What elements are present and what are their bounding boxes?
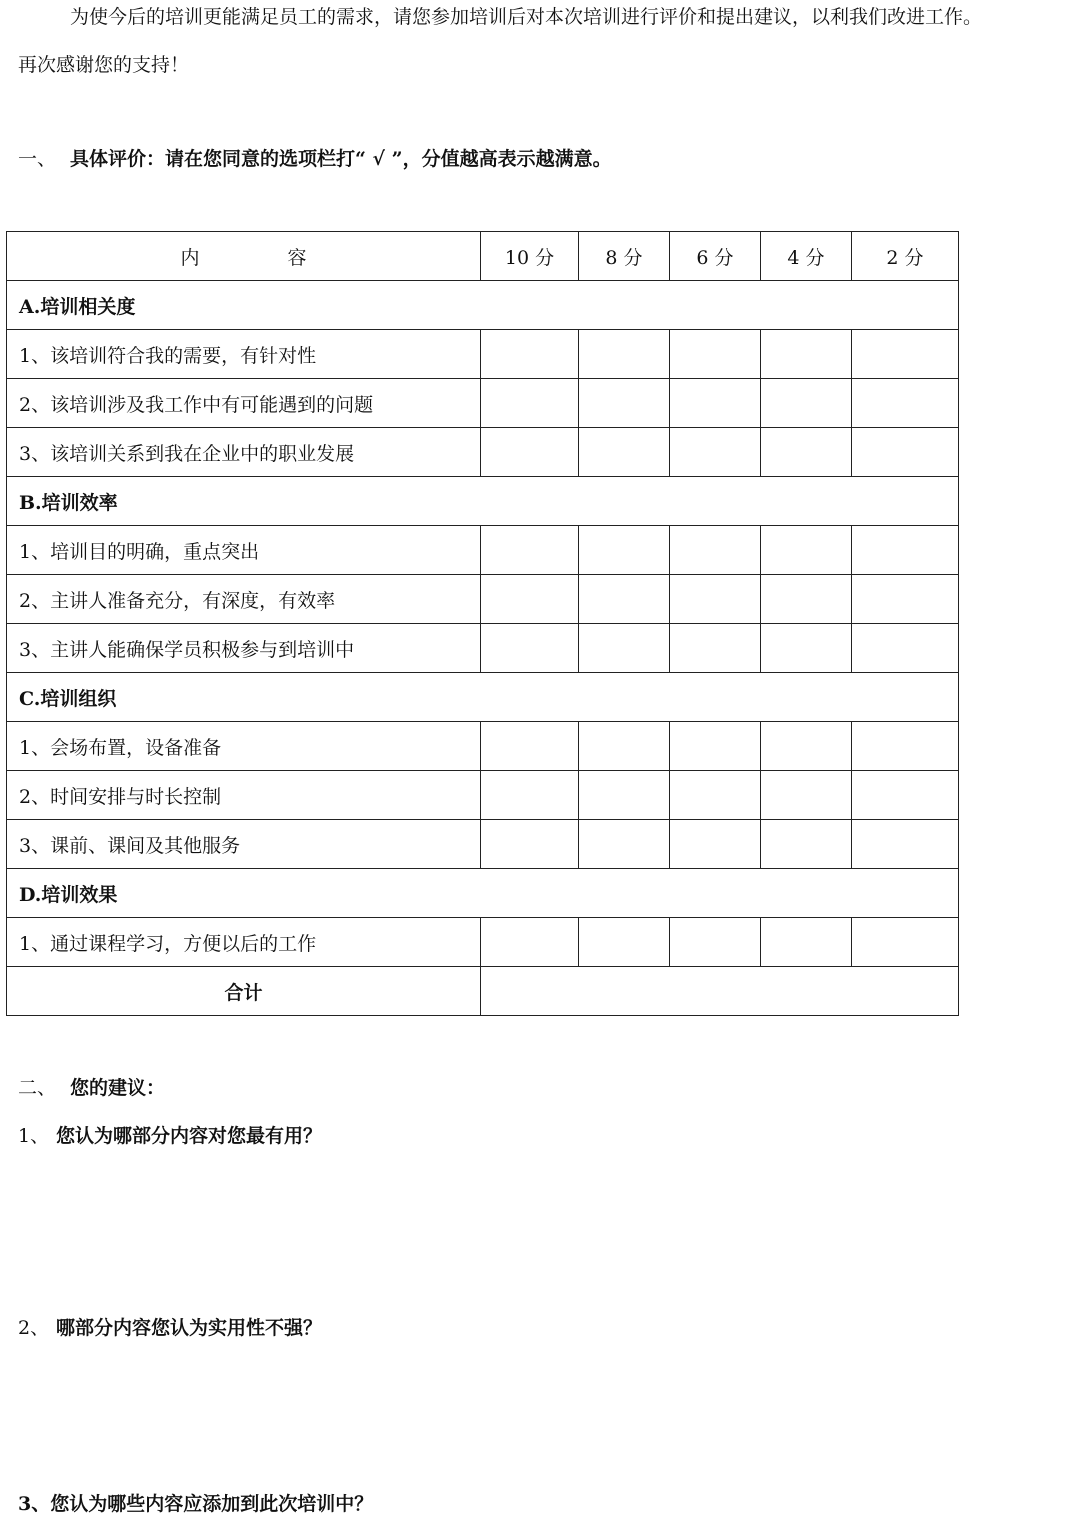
category-row [7,673,959,722]
table-row [7,820,959,869]
score-cell[interactable] [852,428,959,477]
item-label: 3、课前、课间及其他服务 [7,820,481,869]
section-one-title: 具体评价：请在您同意的选项栏打“ √ ”，分值越高表示越满意。 [70,148,612,170]
rating-table [6,231,959,1016]
score-cell[interactable] [761,820,852,869]
score-cell[interactable] [579,820,670,869]
question-3 [18,1489,373,1519]
table-row [7,722,959,771]
score-header-4: 4 分 [761,232,852,281]
question-text: 您认为哪部分内容对您最有用？ [56,1125,323,1147]
total-row [7,967,959,1016]
score-cell[interactable] [670,526,761,575]
intro-paragraph: 为使今后的培训更能满足员工的需求，请您参加培训后对本次培训进行评价和提出建议，以利我们改进工作。 [70,6,983,28]
score-cell[interactable] [579,918,670,967]
question-1 [18,1121,322,1151]
score-cell[interactable] [670,820,761,869]
total-label: 合计 [7,967,481,1016]
item-label: 1、培训目的明确，重点突出 [7,526,481,575]
score-cell[interactable] [852,624,959,673]
total-value-cell[interactable] [481,967,959,1016]
score-cell[interactable] [761,379,852,428]
question-2 [18,1313,322,1343]
score-cell[interactable] [761,428,852,477]
thanks-line: 再次感谢您的支持！ [18,54,190,76]
category-row [7,869,959,918]
score-cell[interactable] [852,722,959,771]
score-cell[interactable] [761,722,852,771]
score-cell[interactable] [852,918,959,967]
section-one-number: 一、 [18,148,57,170]
question-text: 您认为哪些内容应添加到此次培训中？ [50,1493,374,1515]
score-header-6: 6 分 [670,232,761,281]
section-two-heading [18,1073,165,1103]
score-cell[interactable] [852,330,959,379]
item-label: 3、主讲人能确保学员积极参与到培训中 [7,624,481,673]
item-label: 2、主讲人准备充分，有深度，有效率 [7,575,481,624]
item-label: 2、该培训涉及我工作中有可能遇到的问题 [7,379,481,428]
item-label: 3、该培训关系到我在企业中的职业发展 [7,428,481,477]
score-cell[interactable] [761,575,852,624]
table-row [7,330,959,379]
section-two-title: 您的建议： [70,1077,166,1099]
content-column-header [7,232,481,281]
score-cell[interactable] [481,526,579,575]
score-cell[interactable] [481,820,579,869]
score-cell[interactable] [761,330,852,379]
score-cell[interactable] [481,722,579,771]
score-cell[interactable] [670,575,761,624]
score-cell[interactable] [852,771,959,820]
score-header-8: 8 分 [579,232,670,281]
section-one-heading [18,144,612,174]
score-cell[interactable] [852,820,959,869]
question-number: 2、 [18,1317,50,1339]
table-row [7,918,959,967]
score-cell[interactable] [670,330,761,379]
score-cell[interactable] [481,330,579,379]
score-cell[interactable] [852,575,959,624]
item-label: 1、会场布置，设备准备 [7,722,481,771]
score-cell[interactable] [670,918,761,967]
content-header-a: 内 [180,246,200,269]
section-two-number: 二、 [18,1077,57,1099]
score-cell[interactable] [852,379,959,428]
score-cell[interactable] [481,428,579,477]
category-title-b: B.培训效率 [7,477,959,526]
score-cell[interactable] [761,624,852,673]
score-cell[interactable] [579,379,670,428]
score-cell[interactable] [481,379,579,428]
category-title-a: A.培训相关度 [7,281,959,330]
score-header-2: 2 分 [852,232,959,281]
category-row [7,281,959,330]
table-row [7,771,959,820]
category-title-d: D.培训效果 [7,869,959,918]
item-label: 1、通过课程学习，方便以后的工作 [7,918,481,967]
score-cell[interactable] [579,575,670,624]
item-label: 1、该培训符合我的需要，有针对性 [7,330,481,379]
score-cell[interactable] [579,526,670,575]
score-cell[interactable] [670,624,761,673]
category-row [7,477,959,526]
score-cell[interactable] [579,722,670,771]
table-row [7,575,959,624]
score-cell[interactable] [761,771,852,820]
score-cell[interactable] [579,330,670,379]
score-cell[interactable] [481,624,579,673]
score-header-10: 10 分 [481,232,579,281]
table-row [7,428,959,477]
table-row [7,379,959,428]
score-cell[interactable] [579,771,670,820]
question-text: 哪部分内容您认为实用性不强？ [56,1317,323,1339]
content-header-b: 容 [287,246,307,269]
question-number: 1、 [18,1125,50,1147]
score-cell[interactable] [761,918,852,967]
item-label: 2、时间安排与时长控制 [7,771,481,820]
score-cell[interactable] [579,624,670,673]
table-row [7,624,959,673]
table-row [7,526,959,575]
score-cell[interactable] [670,722,761,771]
score-cell[interactable] [761,526,852,575]
score-cell[interactable] [852,526,959,575]
score-cell[interactable] [481,771,579,820]
score-cell[interactable] [481,575,579,624]
score-cell[interactable] [481,918,579,967]
score-cell[interactable] [670,379,761,428]
score-cell[interactable] [670,771,761,820]
score-cell[interactable] [670,428,761,477]
table-header-row [7,232,959,281]
question-number: 3、 [18,1493,51,1515]
score-cell[interactable] [579,428,670,477]
category-title-c: C.培训组织 [7,673,959,722]
